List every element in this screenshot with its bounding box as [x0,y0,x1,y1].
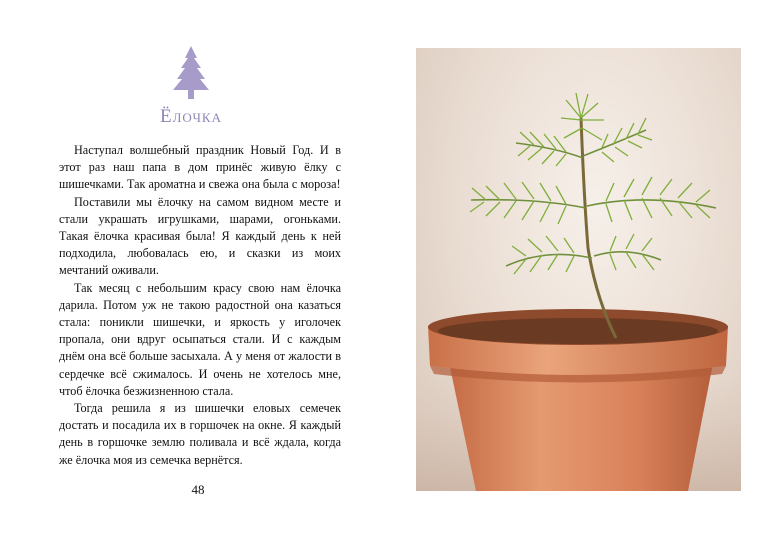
potted-fir-seedling-illustration [416,48,741,491]
story-text [59,142,341,469]
seedling-stem [581,118,616,338]
seedling-photo [416,48,741,491]
fir-branches [470,93,716,274]
tree-icon [164,44,218,104]
paragraph: Поставили мы ёлочку на самом видном месте и стали украшать игрушками, шарами, огоньками. Такая ёлочка красивая была! Я каждый день к ней подходила, любовалась ею, и сказки из моих мечтаний оживали. [59,194,341,278]
paragraph: Наступал волшебный праздник Новый Год. И в этот раз наш папа в дом принёс живую ёлку с шишечками. Так ароматна и свежа она была с мороза! [59,143,341,192]
paragraph: Тогда решила я из шишечки еловых семечек достать и посадила их в горшочек на окне. Я каждый день в горшочке землю поливала и всё ждала, когда же ёлочка моя из семечка вернётся. [59,401,341,467]
paragraph: Так месяц с небольшим красу свою нам ёлочка дарила. Потом уж не такою радостной она казаться стала: поникли шишечки, и яркость у иголочек пропала, они вдруг осыпаться стали. И с каждым днём она всё больше засыхала. А у меня от жалости в сердечке всё сжималось. И очень не хотелось мне, чтоб ёлочка безжизненною стала. [59,280,341,398]
page-number: 48 [191,482,205,497]
chapter-title: Ёлочка [160,106,222,127]
